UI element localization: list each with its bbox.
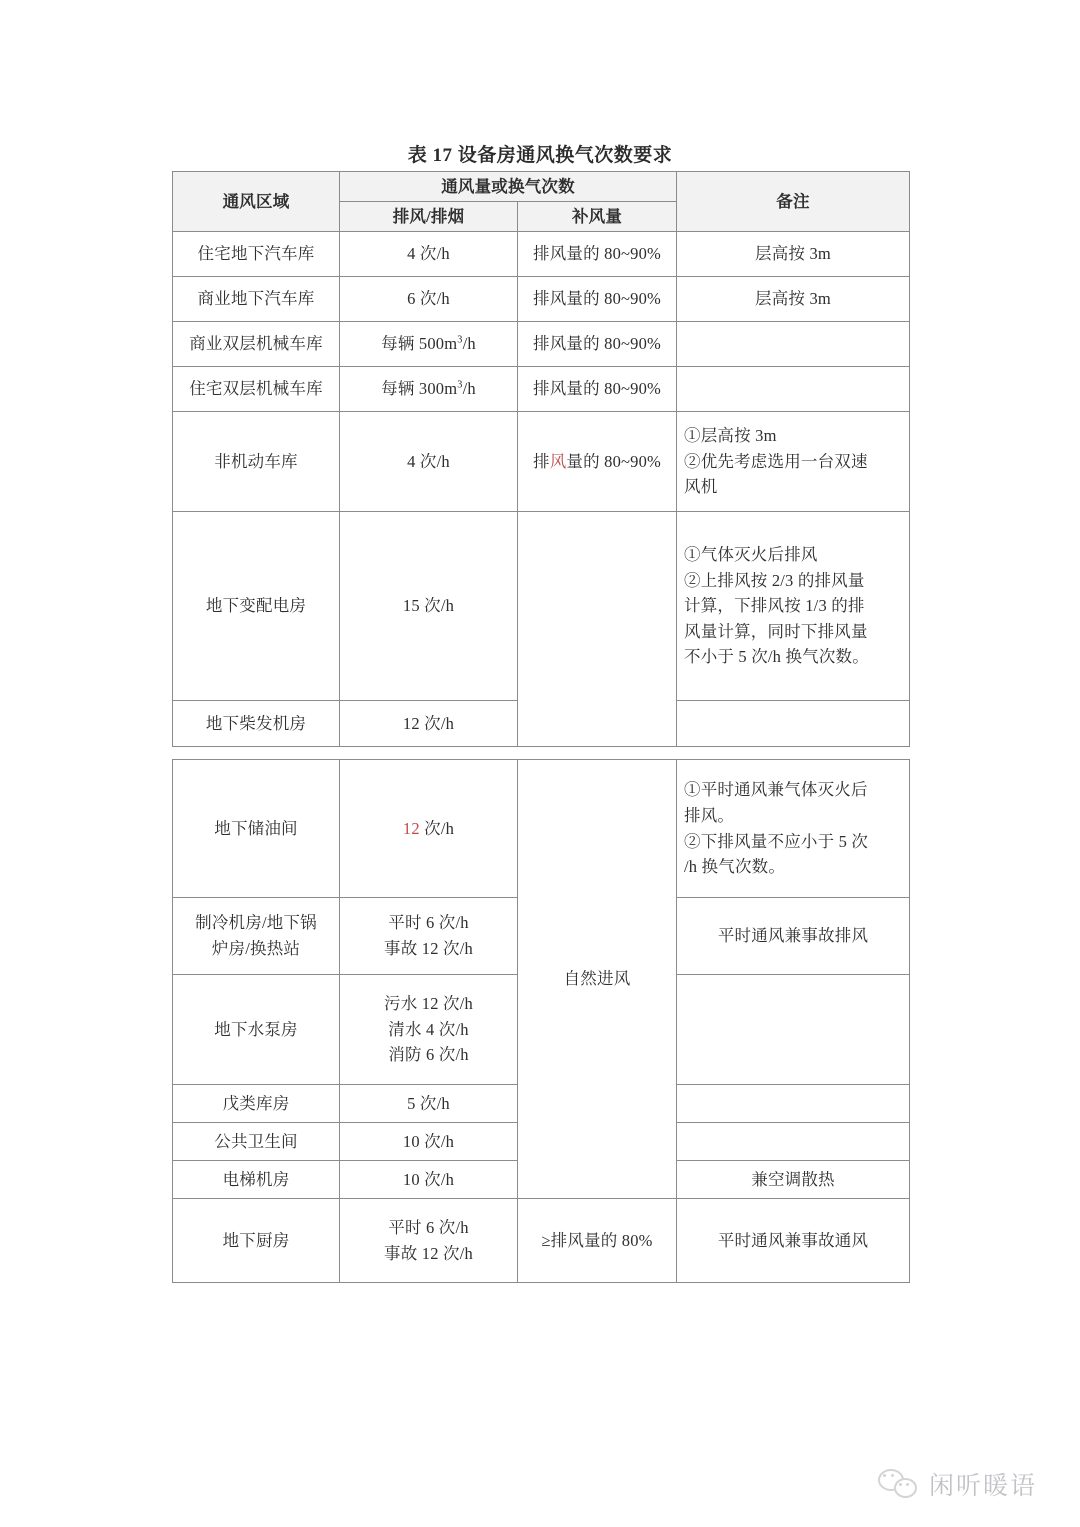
cell-remark xyxy=(676,1084,910,1123)
cell-supply-merged-upper xyxy=(517,511,677,747)
cell-supply: 排风量的 80~90% xyxy=(517,321,677,367)
cell-exhaust: 4 次/h xyxy=(339,411,518,512)
header-supply-air: 补风量 xyxy=(517,201,677,232)
wechat-watermark xyxy=(878,1466,1037,1502)
cell-remark xyxy=(676,974,910,1085)
header-remark: 备注 xyxy=(676,171,910,232)
ventilation-requirements-table xyxy=(172,171,910,1283)
cell-exhaust: 10 次/h xyxy=(339,1122,518,1161)
table-row: 地下厨房 xyxy=(172,1198,340,1283)
cell-exhaust: 6 次/h xyxy=(339,276,518,322)
table-row: 商业双层机械车库 xyxy=(172,321,340,367)
cell-exhaust: 污水 12 次/h 清水 4 次/h 消防 6 次/h xyxy=(339,974,518,1085)
table-row: 戊类库房 xyxy=(172,1084,340,1123)
cell-remark: 平时通风兼事故通风 xyxy=(676,1198,910,1283)
table-row: 地下变配电房 xyxy=(172,511,340,701)
cell-remark: ①层高按 3m ②优先考虑选用一台双速 风机 xyxy=(676,411,910,512)
cell-remark: 平时通风兼事故排风 xyxy=(676,897,910,975)
table-row: 地下水泵房 xyxy=(172,974,340,1085)
cell-remark: ①气体灭火后排风 ②上排风按 2/3 的排风量 计算，下排风按 1/3 的排 风量计算，同时下排风量 不小于 5 次/h 换气次数。 xyxy=(676,511,910,701)
wechat-icon xyxy=(878,1469,920,1499)
cell-supply: ≥排风量的 80% xyxy=(517,1198,677,1283)
table-caption: 表 17 设备房通风换气次数要求 xyxy=(407,145,673,166)
header-airflow-group: 通风量或换气次数 xyxy=(339,171,677,202)
watermark-label: 闲听暖语 xyxy=(929,1472,1038,1500)
cell-exhaust: 12 次/h xyxy=(339,759,518,898)
table-row: 住宅地下汽车库 xyxy=(172,231,340,277)
table-row: 地下储油间 xyxy=(172,759,340,898)
cell-supply-natural-intake: 自然进风 xyxy=(517,759,677,1199)
cell-exhaust: 12 次/h xyxy=(339,700,518,747)
cell-remark xyxy=(676,366,910,412)
table-row: 地下柴发机房 xyxy=(172,700,340,747)
table-row: 电梯机房 xyxy=(172,1160,340,1199)
cell-supply: 排风量的 80~90% xyxy=(517,276,677,322)
cell-remark xyxy=(676,321,910,367)
table-row: 住宅双层机械车库 xyxy=(172,366,340,412)
cell-supply: 排风量的 80~90% xyxy=(517,231,677,277)
cell-exhaust: 5 次/h xyxy=(339,1084,518,1123)
cell-supply: 排风量的 80~90% xyxy=(517,411,677,512)
header-ventilation-area: 通风区域 xyxy=(172,171,340,232)
table-row: 非机动车库 xyxy=(172,411,340,512)
cell-exhaust: 平时 6 次/h 事故 12 次/h xyxy=(339,897,518,975)
cell-remark: 层高按 3m xyxy=(676,231,910,277)
cell-exhaust: 每辆 $500m^3/h$ xyxy=(339,321,518,367)
table-row: 制冷机房/地下锅 炉房/换热站 xyxy=(172,897,340,975)
cell-remark xyxy=(676,1122,910,1161)
cell-exhaust: 10 次/h xyxy=(339,1160,518,1199)
cell-remark: ①平时通风兼气体灭火后 排风。 ②下排风量不应小于 5 次 /h 换气次数。 xyxy=(676,759,910,898)
header-exhaust: 排风/排烟 xyxy=(339,201,518,232)
cell-exhaust: 平时 6 次/h 事故 12 次/h xyxy=(339,1198,518,1283)
cell-exhaust: 每辆 $300m^3/h$ xyxy=(339,366,518,412)
cell-remark: 兼空调散热 xyxy=(676,1160,910,1199)
table-row: 公共卫生间 xyxy=(172,1122,340,1161)
cell-exhaust: 4 次/h xyxy=(339,231,518,277)
cell-exhaust: 15 次/h xyxy=(339,511,518,701)
table-row: 商业地下汽车库 xyxy=(172,276,340,322)
cell-supply: 排风量的 80~90% xyxy=(517,366,677,412)
cell-remark: 层高按 3m xyxy=(676,276,910,322)
cell-remark xyxy=(676,700,910,747)
